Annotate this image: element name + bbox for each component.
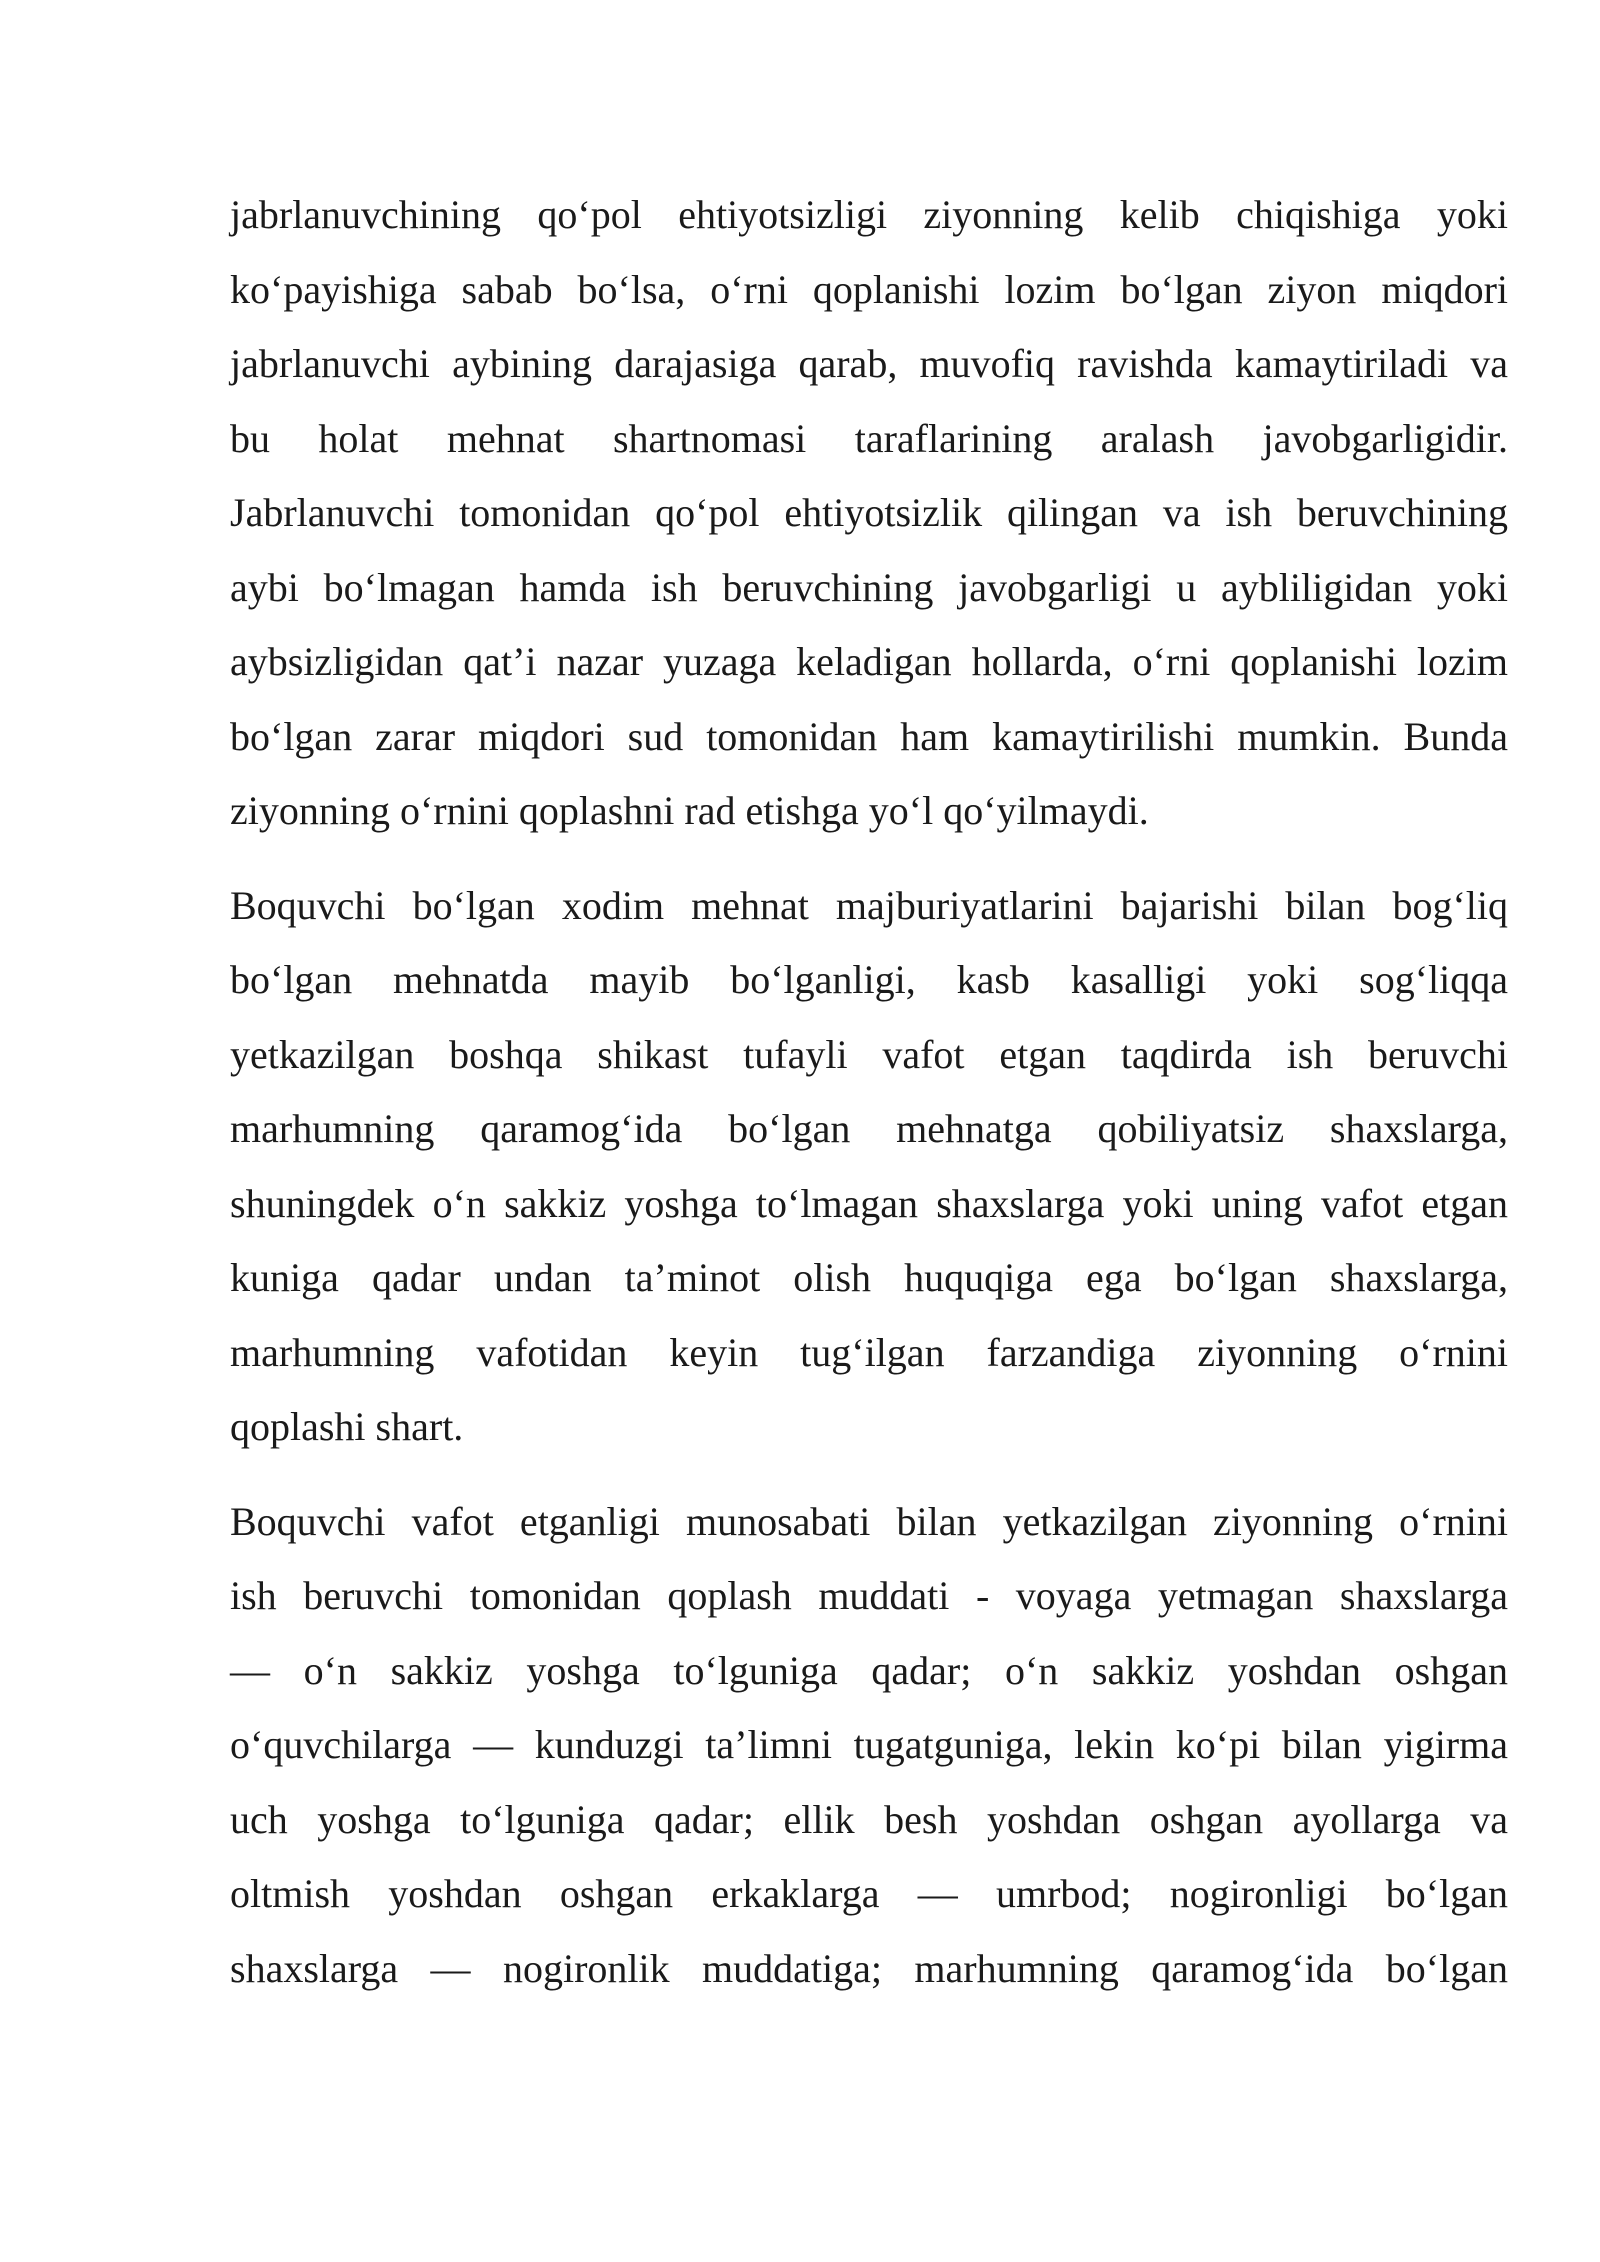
- text-line: shuningdek o‘n sakkiz yoshga to‘lmagan shaxslarga yoki uning vafot etgan: [230, 1180, 1508, 1226]
- text-line: Boquvchi bo‘lgan xodim mehnat majburiyatlarini bajarishi bilan bog‘liq: [230, 882, 1508, 928]
- text-line: jabrlanuvchining qo‘pol ehtiyotsizligi ziyonning kelib chiqishiga yoki: [230, 192, 1508, 237]
- text-line: aybi bo‘lmagan hamda ish beruvchining javobgarligi u aybliligidan yoki: [230, 564, 1508, 610]
- text-line: bu holat mehnat shartnomasi taraflarining aralash javobgarligidir.: [230, 415, 1508, 461]
- text-line: oltmish yoshdan oshgan erkaklarga — umrbod; nogironligi bo‘lgan: [230, 1871, 1508, 1916]
- text-line: ziyonning o‘rnini qoplashni rad etishga yo‘l qo‘yilmaydi.: [230, 788, 1149, 833]
- text-line: marhumning qaramog‘ida bo‘lgan mehnatga qobiliyatsiz shaxslarga,: [230, 1106, 1508, 1151]
- paragraph-1: [230, 178, 1508, 849]
- text-line: Boquvchi vafot etganligi munosabati bilan yetkazilgan ziyonning o‘rnini: [230, 1498, 1508, 1544]
- text-line: jabrlanuvchi aybining darajasiga qarab, muvofiq ravishda kamaytiriladi va: [230, 341, 1508, 386]
- paragraph-3: [230, 1485, 1508, 2007]
- text-line: Jabrlanuvchi tomonidan qo‘pol ehtiyotsizlik qilingan va ish beruvchining: [230, 490, 1508, 535]
- text-line: shaxslarga — nogironlik muddatiga; marhumning qaramog‘ida bo‘lgan: [230, 1945, 1508, 1991]
- text-line: aybsizligidan qat’i nazar yuzaga keladigan hollarda, o‘rni qoplanishi lozim: [230, 639, 1508, 684]
- text-line: o‘quvchilarga — kunduzgi ta’limni tugatguniga, lekin ko‘pi bilan yigirma: [230, 1722, 1508, 1767]
- text-line: kuniga qadar undan ta’minot olish huquqiga ega bo‘lgan shaxslarga,: [230, 1255, 1508, 1300]
- text-line: uch yoshga to‘lguniga qadar; ellik besh yoshdan oshgan ayollarga va: [230, 1796, 1508, 1842]
- text-line: qoplashi shart.: [230, 1404, 464, 1449]
- text-line: bo‘lgan zarar miqdori sud tomonidan ham kamaytirilishi mumkin. Bunda: [230, 713, 1508, 759]
- text-line: ish beruvchi tomonidan qoplash muddati - voyaga yetmagan shaxslarga: [230, 1573, 1508, 1618]
- text-line: yetkazilgan boshqa shikast tufayli vafot etgan taqdirda ish beruvchi: [230, 1031, 1508, 1077]
- paragraph-2: [230, 869, 1508, 1465]
- body-text: [230, 178, 1508, 2026]
- text-line: marhumning vafotidan keyin tug‘ilgan farzandiga ziyonning o‘rnini: [230, 1329, 1508, 1375]
- text-line: — o‘n sakkiz yoshga to‘lguniga qadar; o‘n sakkiz yoshdan oshgan: [230, 1647, 1508, 1693]
- text-line: bo‘lgan mehnatda mayib bo‘lganligi, kasb kasalligi yoki sog‘liqqa: [230, 957, 1508, 1002]
- text-line: ko‘payishiga sabab bo‘lsa, o‘rni qoplanishi lozim bo‘lgan ziyon miqdori: [230, 266, 1508, 312]
